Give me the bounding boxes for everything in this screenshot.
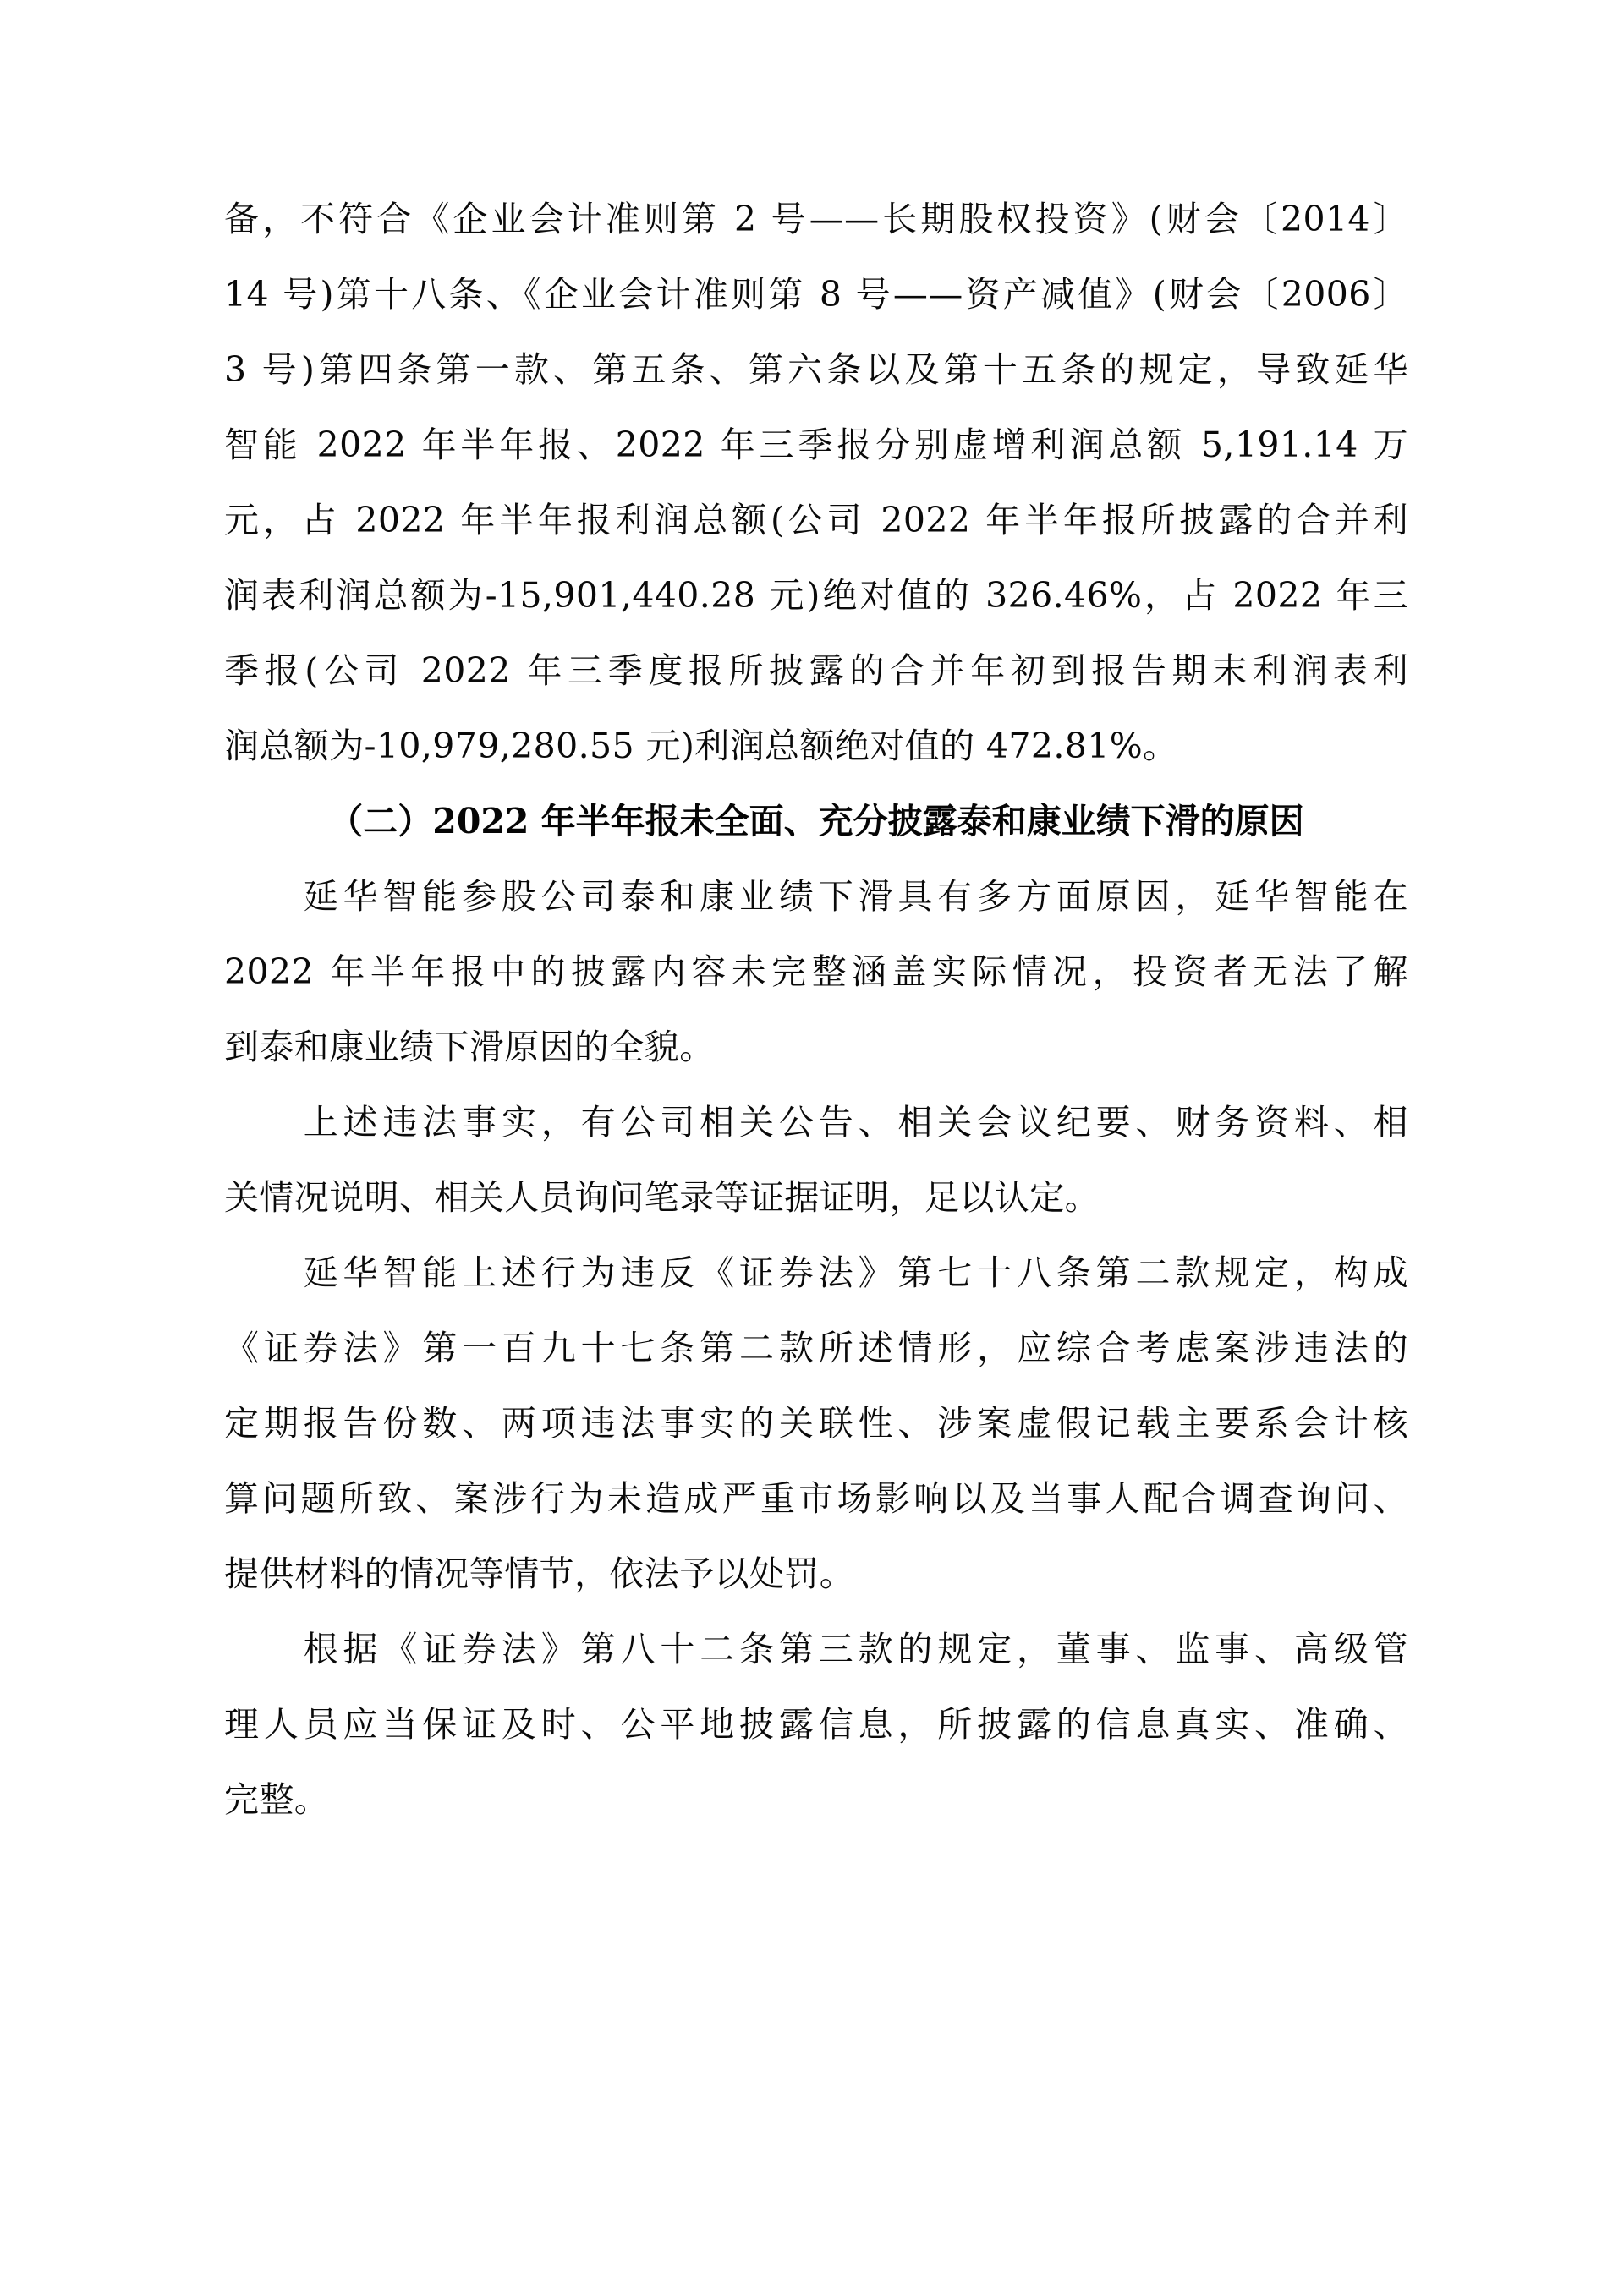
text-line: 《证券法》第一百九十七条第二款所述情形，应综合考虑案涉违法的 xyxy=(224,1328,1408,1368)
text-line: 上述违法事实，有公司相关公告、相关会议纪要、财务资料、相 xyxy=(224,1102,1408,1143)
text-line: 润表利润总额为-15,901,440.28 元)绝对值的 326.46%，占 2022 年三 xyxy=(224,575,1408,616)
paragraph xyxy=(224,859,1408,1085)
text-line: 2022 年半年报中的披露内容未完整涵盖实际情况，投资者无法了解 xyxy=(224,951,1408,992)
text-line: 根据《证券法》第八十二条第三款的规定，董事、监事、高级管 xyxy=(224,1629,1408,1669)
paragraph xyxy=(224,1085,1408,1236)
paragraph xyxy=(224,182,1408,784)
text-line: 到泰和康业绩下滑原因的全貌。 xyxy=(224,1027,715,1067)
text-line: 关情况说明、相关人员询问笔录等证据证明，足以认定。 xyxy=(224,1177,1100,1218)
text-line: 理人员应当保证及时、公平地披露信息，所披露的信息真实、准确、 xyxy=(224,1704,1408,1745)
text-line: 智能 2022 年半年报、2022 年三季报分别虚增利润总额 5,191.14 万 xyxy=(224,425,1408,465)
text-line: 延华智能参股公司泰和康业绩下滑具有多方面原因，延华智能在 xyxy=(224,876,1408,917)
text-line: 3 号)第四条第一款、第五条、第六条以及第十五条的规定，导致延华 xyxy=(224,349,1408,390)
text-line: 完整。 xyxy=(224,1779,330,1820)
text-line: 14 号)第十八条、《企业会计准则第 8 号——资产减值》(财会〔2006〕 xyxy=(224,274,1408,315)
text-line: 延华智能上述行为违反《证券法》第七十八条第二款规定，构成 xyxy=(224,1252,1408,1293)
text-line: 算问题所致、案涉行为未造成严重市场影响以及当事人配合调查询问、 xyxy=(224,1478,1408,1519)
paragraph xyxy=(224,1236,1408,1612)
text-line: 元，占 2022 年半年报利润总额(公司 2022 年半年报所披露的合并利 xyxy=(224,500,1408,540)
heading-line: （二）2022 年半年报未全面、充分披露泰和康业绩下滑的原因 xyxy=(328,801,1304,841)
section-heading xyxy=(224,784,1408,859)
text-line: 润总额为-10,979,280.55 元)利润总额绝对值的 472.81%。 xyxy=(224,726,1178,766)
text-line: 提供材料的情况等情节，依法予以处罚。 xyxy=(224,1553,855,1594)
paragraph xyxy=(224,1612,1408,1838)
document-body xyxy=(224,182,1408,1838)
text-line: 季报(公司 2022 年三季度报所披露的合并年初到报告期末利润表利 xyxy=(224,650,1408,691)
text-line: 备，不符合《企业会计准则第 2 号——长期股权投资》(财会〔2014〕 xyxy=(224,199,1408,239)
text-line: 定期报告份数、两项违法事实的关联性、涉案虚假记载主要系会计核 xyxy=(224,1403,1408,1444)
